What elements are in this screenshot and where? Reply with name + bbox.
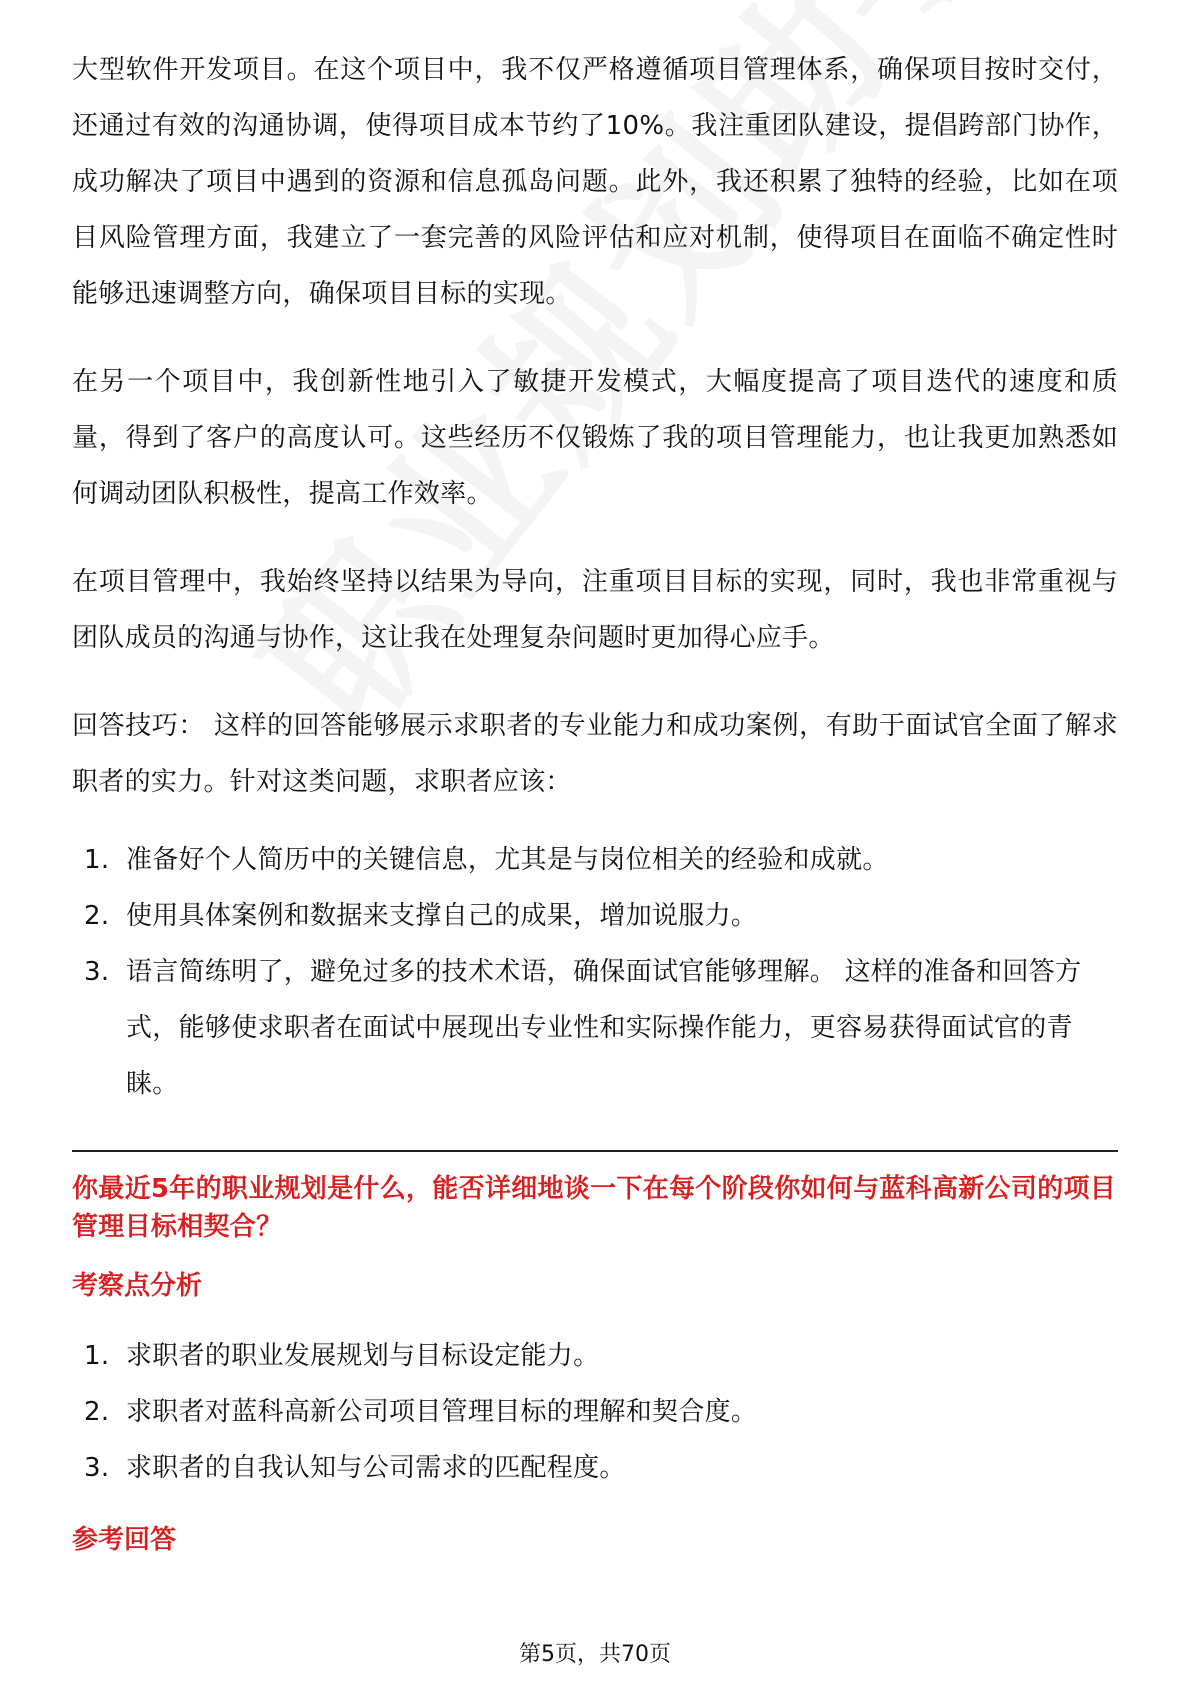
list-item-text: 语言简练明了，避免过多的技术术语，确保面试官能够理解。 这样的准备和回答方式，能够使求职者在面试中展现出专业性和实际操作能力，更容易获得面试官的青睐。 (126, 957, 1082, 1099)
list-item-text: 求职者的自我认知与公司需求的匹配程度。 (126, 1453, 626, 1483)
reference-answer-heading: 参考回答 (72, 1525, 177, 1555)
list-item (72, 944, 1118, 1112)
list-item-text: 求职者的职业发展规划与目标设定能力。 (126, 1341, 600, 1371)
tips-list (72, 832, 1118, 1112)
list-item-text: 使用具体案例和数据来支撑自己的成果，增加说服力。 (126, 901, 758, 931)
list-item (72, 832, 1118, 888)
page-number-footer: 第5页，共70页 (519, 1642, 671, 1667)
list-item (72, 1328, 1118, 1384)
paragraph-answer-tips: 回答技巧： 这样的回答能够展示求职者的专业能力和成功案例，有助于面试官全面了解求职者的实力。针对这类问题，求职者应该： (72, 711, 1118, 797)
list-number: 3. (84, 1453, 110, 1483)
page-content (72, 42, 1118, 1560)
analysis-list (72, 1328, 1118, 1496)
section-divider (72, 1150, 1118, 1152)
list-item-text: 求职者对蓝科高新公司项目管理目标的理解和契合度。 (126, 1397, 758, 1427)
paragraph-project-experience: 大型软件开发项目。在这个项目中，我不仅严格遵循项目管理体系，确保项目按时交付，还通过有效的沟通协调，使得项目成本节约了10%。我注重团队建设，提倡跨部门协作，成功解决了项目中遇到的资源和信息孤岛问题。此外，我还积累了独特的经验，比如在项目风险管理方面，我建立了一套完善的风险评估和应对机制，使得项目在面临不确定性时能够迅速调整方向，确保项目目标的实现。 (72, 55, 1118, 309)
list-number: 1. (84, 845, 110, 875)
list-number: 2. (84, 901, 110, 931)
list-item-text: 准备好个人简历中的关键信息，尤其是与岗位相关的经验和成就。 (126, 845, 889, 875)
interview-question: 你最近5年的职业规划是什么，能否详细地谈一下在每个阶段你如何与蓝科高新公司的项目管理目标相契合？ (72, 1174, 1117, 1242)
list-number: 1. (84, 1341, 110, 1371)
list-item (72, 1384, 1118, 1440)
list-number: 3. (84, 957, 110, 987)
list-item (72, 1440, 1118, 1496)
paragraph-agile-project: 在另一个项目中，我创新性地引入了敏捷开发模式，大幅度提高了项目迭代的速度和质量，得到了客户的高度认可。这些经历不仅锻炼了我的项目管理能力，也让我更加熟悉如何调动团队积极性，提高工作效率。 (72, 367, 1118, 509)
paragraph-results-oriented: 在项目管理中，我始终坚持以结果为导向，注重项目目标的实现，同时，我也非常重视与团队成员的沟通与协作，这让我在处理复杂问题时更加得心应手。 (72, 567, 1118, 653)
list-number: 2. (84, 1397, 110, 1427)
list-item (72, 888, 1118, 944)
analysis-heading: 考察点分析 (72, 1271, 203, 1301)
